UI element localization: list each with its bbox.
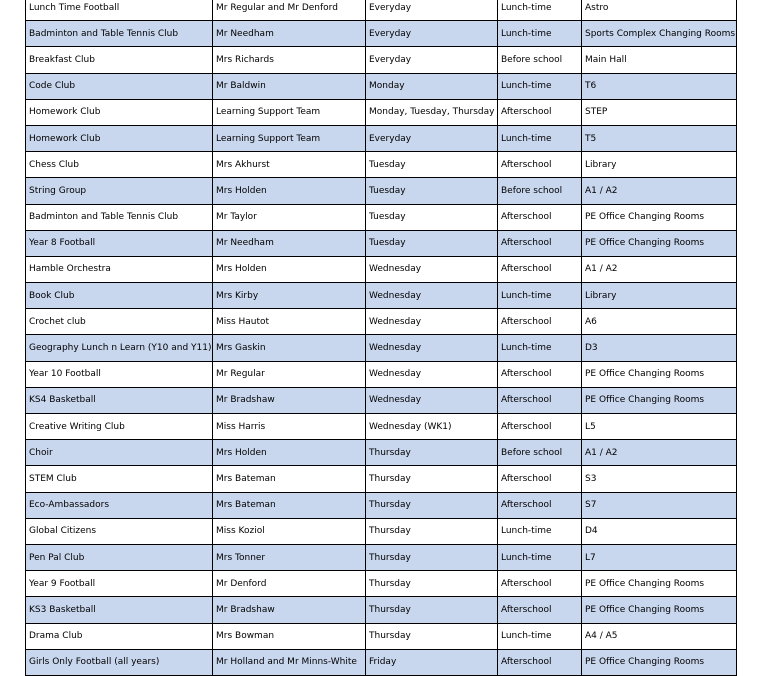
room-cell: A1 / A2 — [582, 256, 737, 282]
table-row — [26, 152, 737, 178]
club-name-cell: Badminton and Table Tennis Club — [26, 21, 213, 47]
time-cell: Afterschool — [498, 204, 582, 230]
staff-cell: Learning Support Team — [213, 125, 366, 151]
club-name-cell: Homework Club — [26, 125, 213, 151]
day-cell: Thursday — [366, 571, 498, 597]
staff-cell: Mrs Akhurst — [213, 152, 366, 178]
day-cell: Wednesday — [366, 309, 498, 335]
day-cell: Everyday — [366, 21, 498, 47]
room-cell: D3 — [582, 335, 737, 361]
room-cell: PE Office Changing Rooms — [582, 204, 737, 230]
time-cell: Lunch-time — [498, 623, 582, 649]
time-cell: Lunch-time — [498, 544, 582, 570]
time-cell: Lunch-time — [498, 125, 582, 151]
day-cell: Thursday — [366, 544, 498, 570]
day-cell: Tuesday — [366, 204, 498, 230]
day-cell: Wednesday — [366, 256, 498, 282]
day-cell: Tuesday — [366, 152, 498, 178]
table-row — [26, 99, 737, 125]
day-cell: Thursday — [366, 623, 498, 649]
day-cell: Thursday — [366, 440, 498, 466]
room-cell: T6 — [582, 73, 737, 99]
time-cell: Before school — [498, 178, 582, 204]
staff-cell: Mrs Gaskin — [213, 335, 366, 361]
table-row — [26, 597, 737, 623]
club-name-cell: Eco-Ambassadors — [26, 492, 213, 518]
table-row — [26, 387, 737, 413]
table-row — [26, 204, 737, 230]
table-row — [26, 335, 737, 361]
day-cell: Thursday — [366, 518, 498, 544]
room-cell: T5 — [582, 125, 737, 151]
table-row — [26, 309, 737, 335]
table-row — [26, 440, 737, 466]
day-cell: Thursday — [366, 466, 498, 492]
time-cell: Lunch-time — [498, 0, 582, 21]
staff-cell: Mrs Holden — [213, 256, 366, 282]
room-cell: PE Office Changing Rooms — [582, 387, 737, 413]
staff-cell: Mr Regular — [213, 361, 366, 387]
club-name-cell: Homework Club — [26, 99, 213, 125]
day-cell: Monday — [366, 73, 498, 99]
club-name-cell: KS3 Basketball — [26, 597, 213, 623]
day-cell: Everyday — [366, 47, 498, 73]
staff-cell: Mr Bradshaw — [213, 387, 366, 413]
room-cell: A6 — [582, 309, 737, 335]
club-name-cell: Year 9 Football — [26, 571, 213, 597]
table-row — [26, 230, 737, 256]
day-cell: Monday, Tuesday, Thursday — [366, 99, 498, 125]
room-cell: S3 — [582, 466, 737, 492]
room-cell: PE Office Changing Rooms — [582, 230, 737, 256]
table-row — [26, 178, 737, 204]
staff-cell: Mr Needham — [213, 230, 366, 256]
club-name-cell: KS4 Basketball — [26, 387, 213, 413]
clubs-timetable — [25, 0, 737, 676]
staff-cell: Mr Needham — [213, 21, 366, 47]
table-row — [26, 414, 737, 440]
day-cell: Wednesday — [366, 361, 498, 387]
room-cell: S7 — [582, 492, 737, 518]
time-cell: Before school — [498, 440, 582, 466]
table-row — [26, 256, 737, 282]
room-cell: STEP — [582, 99, 737, 125]
table-row — [26, 21, 737, 47]
room-cell: A4 / A5 — [582, 623, 737, 649]
club-name-cell: String Group — [26, 178, 213, 204]
table-row — [26, 125, 737, 151]
staff-cell: Mrs Tonner — [213, 544, 366, 570]
staff-cell: Miss Harris — [213, 414, 366, 440]
club-name-cell: Hamble Orchestra — [26, 256, 213, 282]
club-name-cell: Girls Only Football (all years) — [26, 649, 213, 675]
staff-cell: Mrs Kirby — [213, 283, 366, 309]
time-cell: Afterschool — [498, 492, 582, 518]
staff-cell: Miss Koziol — [213, 518, 366, 544]
time-cell: Before school — [498, 47, 582, 73]
staff-cell: Mrs Holden — [213, 178, 366, 204]
day-cell: Wednesday — [366, 387, 498, 413]
staff-cell: Mrs Richards — [213, 47, 366, 73]
staff-cell: Miss Hautot — [213, 309, 366, 335]
day-cell: Tuesday — [366, 178, 498, 204]
time-cell: Lunch-time — [498, 518, 582, 544]
club-name-cell: Choir — [26, 440, 213, 466]
room-cell: Main Hall — [582, 47, 737, 73]
staff-cell: Mrs Bowman — [213, 623, 366, 649]
day-cell: Everyday — [366, 125, 498, 151]
club-name-cell: Geography Lunch n Learn (Y10 and Y11) — [26, 335, 213, 361]
table-row — [26, 544, 737, 570]
staff-cell: Mrs Bateman — [213, 492, 366, 518]
time-cell: Afterschool — [498, 571, 582, 597]
club-name-cell: Drama Club — [26, 623, 213, 649]
time-cell: Afterschool — [498, 466, 582, 492]
room-cell: L5 — [582, 414, 737, 440]
table-row — [26, 492, 737, 518]
time-cell: Afterschool — [498, 387, 582, 413]
table-row — [26, 0, 737, 21]
club-name-cell: Breakfast Club — [26, 47, 213, 73]
time-cell: Afterschool — [498, 256, 582, 282]
table-row — [26, 571, 737, 597]
day-cell: Wednesday — [366, 335, 498, 361]
room-cell: Library — [582, 283, 737, 309]
room-cell: PE Office Changing Rooms — [582, 361, 737, 387]
club-name-cell: Pen Pal Club — [26, 544, 213, 570]
staff-cell: Mr Regular and Mr Denford — [213, 0, 366, 21]
table-row — [26, 466, 737, 492]
room-cell: Astro — [582, 0, 737, 21]
table-row — [26, 283, 737, 309]
staff-cell: Mr Denford — [213, 571, 366, 597]
staff-cell: Mr Baldwin — [213, 73, 366, 99]
time-cell: Lunch-time — [498, 73, 582, 99]
day-cell: Friday — [366, 649, 498, 675]
day-cell: Wednesday — [366, 283, 498, 309]
club-name-cell: Year 10 Football — [26, 361, 213, 387]
club-name-cell: Book Club — [26, 283, 213, 309]
club-name-cell: Crochet club — [26, 309, 213, 335]
time-cell: Afterschool — [498, 230, 582, 256]
time-cell: Afterschool — [498, 597, 582, 623]
staff-cell: Mr Holland and Mr Minns-White — [213, 649, 366, 675]
time-cell: Afterschool — [498, 361, 582, 387]
time-cell: Afterschool — [498, 309, 582, 335]
table-row — [26, 361, 737, 387]
day-cell: Thursday — [366, 492, 498, 518]
club-name-cell: Lunch Time Football — [26, 0, 213, 21]
time-cell: Lunch-time — [498, 283, 582, 309]
room-cell: Library — [582, 152, 737, 178]
day-cell: Tuesday — [366, 230, 498, 256]
room-cell: PE Office Changing Rooms — [582, 649, 737, 675]
day-cell: Thursday — [366, 597, 498, 623]
day-cell: Wednesday (WK1) — [366, 414, 498, 440]
staff-cell: Mr Bradshaw — [213, 597, 366, 623]
room-cell: PE Office Changing Rooms — [582, 571, 737, 597]
club-name-cell: Chess Club — [26, 152, 213, 178]
club-name-cell: Creative Writing Club — [26, 414, 213, 440]
table-row — [26, 47, 737, 73]
time-cell: Afterschool — [498, 152, 582, 178]
club-name-cell: STEM Club — [26, 466, 213, 492]
room-cell: Sports Complex Changing Rooms — [582, 21, 737, 47]
club-name-cell: Code Club — [26, 73, 213, 99]
staff-cell: Mrs Holden — [213, 440, 366, 466]
staff-cell: Mr Taylor — [213, 204, 366, 230]
clubs-table-body — [26, 0, 737, 675]
day-cell: Everyday — [366, 0, 498, 21]
time-cell: Lunch-time — [498, 335, 582, 361]
club-name-cell: Global Citizens — [26, 518, 213, 544]
time-cell: Afterschool — [498, 649, 582, 675]
time-cell: Afterschool — [498, 414, 582, 440]
table-row — [26, 649, 737, 675]
room-cell: A1 / A2 — [582, 440, 737, 466]
time-cell: Afterschool — [498, 99, 582, 125]
staff-cell: Mrs Bateman — [213, 466, 366, 492]
club-name-cell: Year 8 Football — [26, 230, 213, 256]
table-row — [26, 73, 737, 99]
table-row — [26, 623, 737, 649]
staff-cell: Learning Support Team — [213, 99, 366, 125]
room-cell: PE Office Changing Rooms — [582, 597, 737, 623]
time-cell: Lunch-time — [498, 21, 582, 47]
room-cell: D4 — [582, 518, 737, 544]
table-row — [26, 518, 737, 544]
room-cell: A1 / A2 — [582, 178, 737, 204]
room-cell: L7 — [582, 544, 737, 570]
club-name-cell: Badminton and Table Tennis Club — [26, 204, 213, 230]
